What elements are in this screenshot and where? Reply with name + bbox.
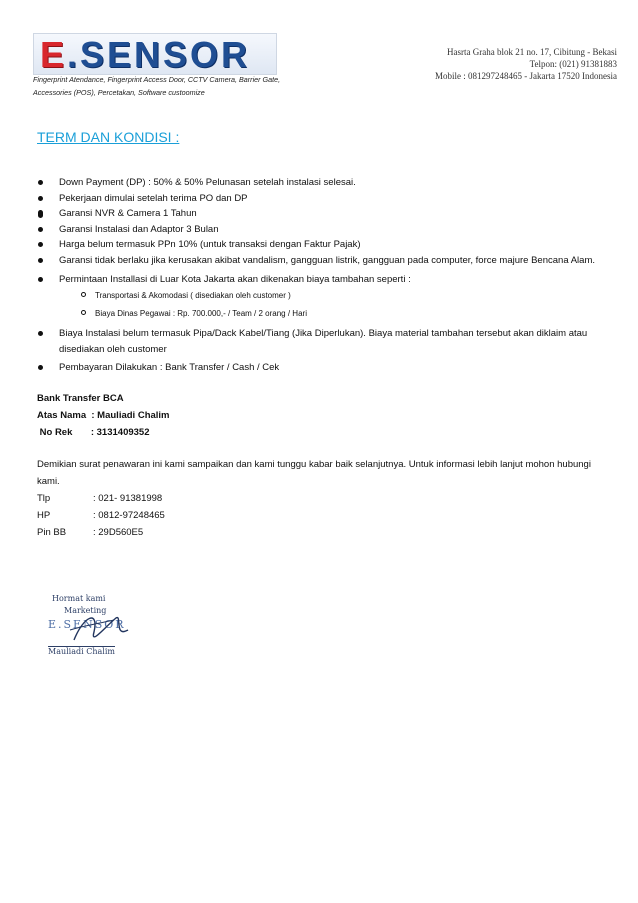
sub-list-item: Transportasi & Akomodasi ( disediakan oleh customer ) [37,287,607,305]
contact-row: Pin BB : 29D560E5 [37,527,144,538]
list-item: Garansi NVR & Camera 1 Tahun [37,206,607,222]
bank-details [37,390,170,441]
account-holder: Atas Nama : Mauliadi Chalim [37,410,170,421]
bullet-icon [38,258,43,263]
signature-name: Mauliadi Chalim [48,647,115,656]
list-item: Down Payment (DP) : 50% & 50% Pelunasan setelah instalasi selesai. [37,175,607,191]
logo-sensor: .SENSOR [67,34,251,75]
closing-paragraph: Demikian surat penawaran ini kami sampaikan dan kami tunggu kabar baik selanjutnya. Untuk informasi lebih lanjut mohon hubungi kami. [37,459,591,487]
bullet-icon [38,196,43,201]
contact-row: HP : 0812-97248465 [37,510,165,521]
signature-company: E.SENSOR [48,618,126,631]
list-item: Biaya Instalasi belum termasuk Pipa/Dack Kabel/Tiang (Jika Diperlukan). Biaya material tambahan tersebut akan diklaim atau disediakan oleh customer [37,326,607,357]
contact-row: Tlp : 021- 91381998 [37,493,163,504]
company-tagline: Fingerprint Atendance, Fingerprint Access Door, CCTV Camera, Barrier Gate, Accessories (POS), Percetakan, Software custoomize [33,75,281,97]
circle-bullet-icon [81,310,86,315]
list-item: Garansi tidak berlaku jika kerusakan akibat vandalism, gangguan listrik, gangguan pada computer, force majure Bencana Alam. [37,253,607,269]
company-logo [33,33,277,75]
bullet-icon [38,210,43,218]
company-address [297,46,617,82]
bullet-icon [38,242,43,247]
signature-scribble-icon [44,590,140,662]
section-title: TERM DAN KONDISI : [37,129,180,145]
bullet-icon [38,277,43,282]
bullet-icon [38,331,43,336]
signature-role: Marketing [64,606,107,615]
bullet-icon [38,180,43,185]
account-number: No Rek : 3131409352 [37,427,150,438]
address-line: Hasrta Graha blok 21 no. 17, Cibitung - Bekasi [447,47,617,57]
list-item: Pembayaran Dilakukan : Bank Transfer / Cash / Cek [37,360,607,376]
contact-list [37,490,165,541]
logo-e: E [40,34,68,75]
circle-bullet-icon [81,292,86,297]
logo-wordmark [40,35,250,75]
bullet-icon [38,227,43,232]
bullet-icon [38,365,43,370]
sub-list-item: Biaya Dinas Pegawai : Rp. 700.000,- / Team / 2 orang / Hari [37,305,607,323]
phone-line: Telpon: (021) 91381883 [529,59,617,69]
list-item: Garansi Instalasi dan Adaptor 3 Bulan [37,222,607,238]
list-item: Permintaan Installasi di Luar Kota Jakarta akan dikenakan biaya tambahan seperti : [37,272,607,288]
list-item: Harga belum termasuk PPn 10% (untuk transaksi dengan Faktur Pajak) [37,237,607,253]
letterhead [0,0,638,110]
signature-greeting: Hormat kami [52,594,106,603]
mobile-line: Mobile : 081297248465 - Jakarta 17520 Indonesia [435,71,617,81]
terms-list [37,175,607,376]
signature-stamp [44,590,140,662]
bank-name: Bank Transfer BCA [37,393,124,404]
list-item: Pekerjaan dimulai setelah terima PO dan DP [37,191,607,207]
